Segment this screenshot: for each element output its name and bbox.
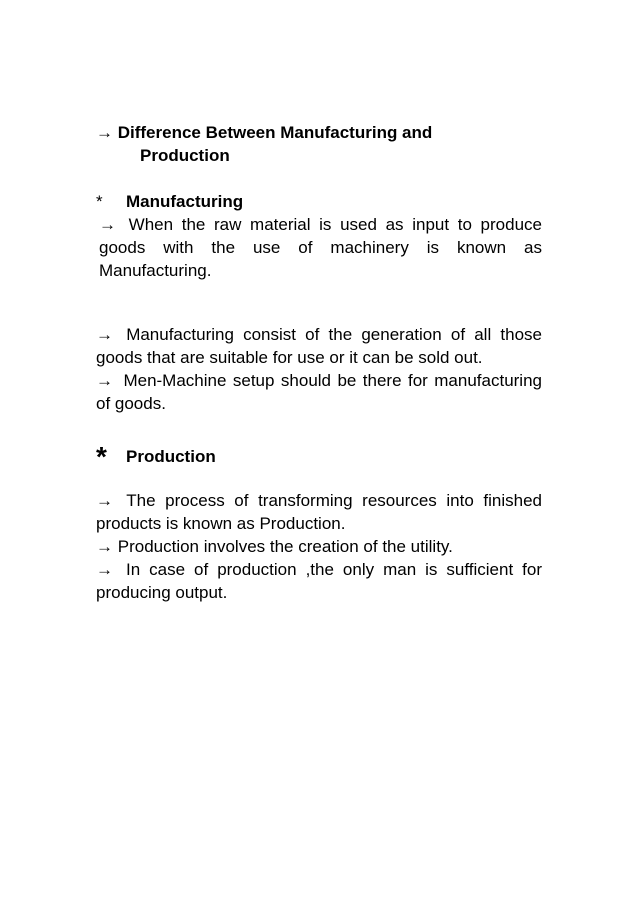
arrow-icon: → [96, 560, 113, 579]
manufacturing-heading-text: Manufacturing [126, 192, 244, 211]
arrow-icon: → [96, 537, 113, 556]
document-content [96, 121, 542, 604]
manufacturing-paragraph-3 [96, 369, 542, 415]
production-heading [96, 441, 542, 472]
asterisk-icon: * [96, 441, 107, 472]
arrow-icon: → [96, 491, 113, 510]
manufacturing-paragraph-2-text: Manufacturing consist of the generation of all those goods that are suitable for use or it can be sold out. [96, 325, 542, 367]
production-paragraph-1-text: The process of transforming resources into finished products is known as Production. [96, 491, 542, 533]
arrow-icon: → [99, 215, 116, 234]
manufacturing-paragraph-2 [96, 323, 542, 369]
production-paragraph-3-text: In case of production ,the only man is sufficient for producing output. [96, 560, 542, 602]
manufacturing-paragraph-1-text: When the raw material is used as input to produce goods with the use of machinery is known as Manufacturing. [99, 215, 542, 280]
production-paragraph-3 [96, 558, 542, 604]
title-line-1: Difference Between Manufacturing and [117, 123, 433, 142]
manufacturing-heading [96, 190, 542, 213]
manufacturing-paragraph-3-text: Men-Machine setup should be there for manufacturing of goods. [96, 371, 542, 413]
document-title [96, 121, 542, 167]
production-heading-text: Production [126, 447, 216, 466]
arrow-icon: → [96, 123, 113, 142]
title-line-2: Production [140, 146, 230, 165]
manufacturing-paragraph-1 [96, 213, 542, 282]
production-paragraph-2-text: Production involves the creation of the utility. [117, 537, 453, 556]
production-paragraph-1 [96, 489, 542, 535]
production-paragraph-2 [96, 535, 542, 558]
arrow-icon: → [96, 325, 113, 344]
arrow-icon: → [96, 371, 113, 390]
asterisk-icon: * [96, 192, 103, 211]
